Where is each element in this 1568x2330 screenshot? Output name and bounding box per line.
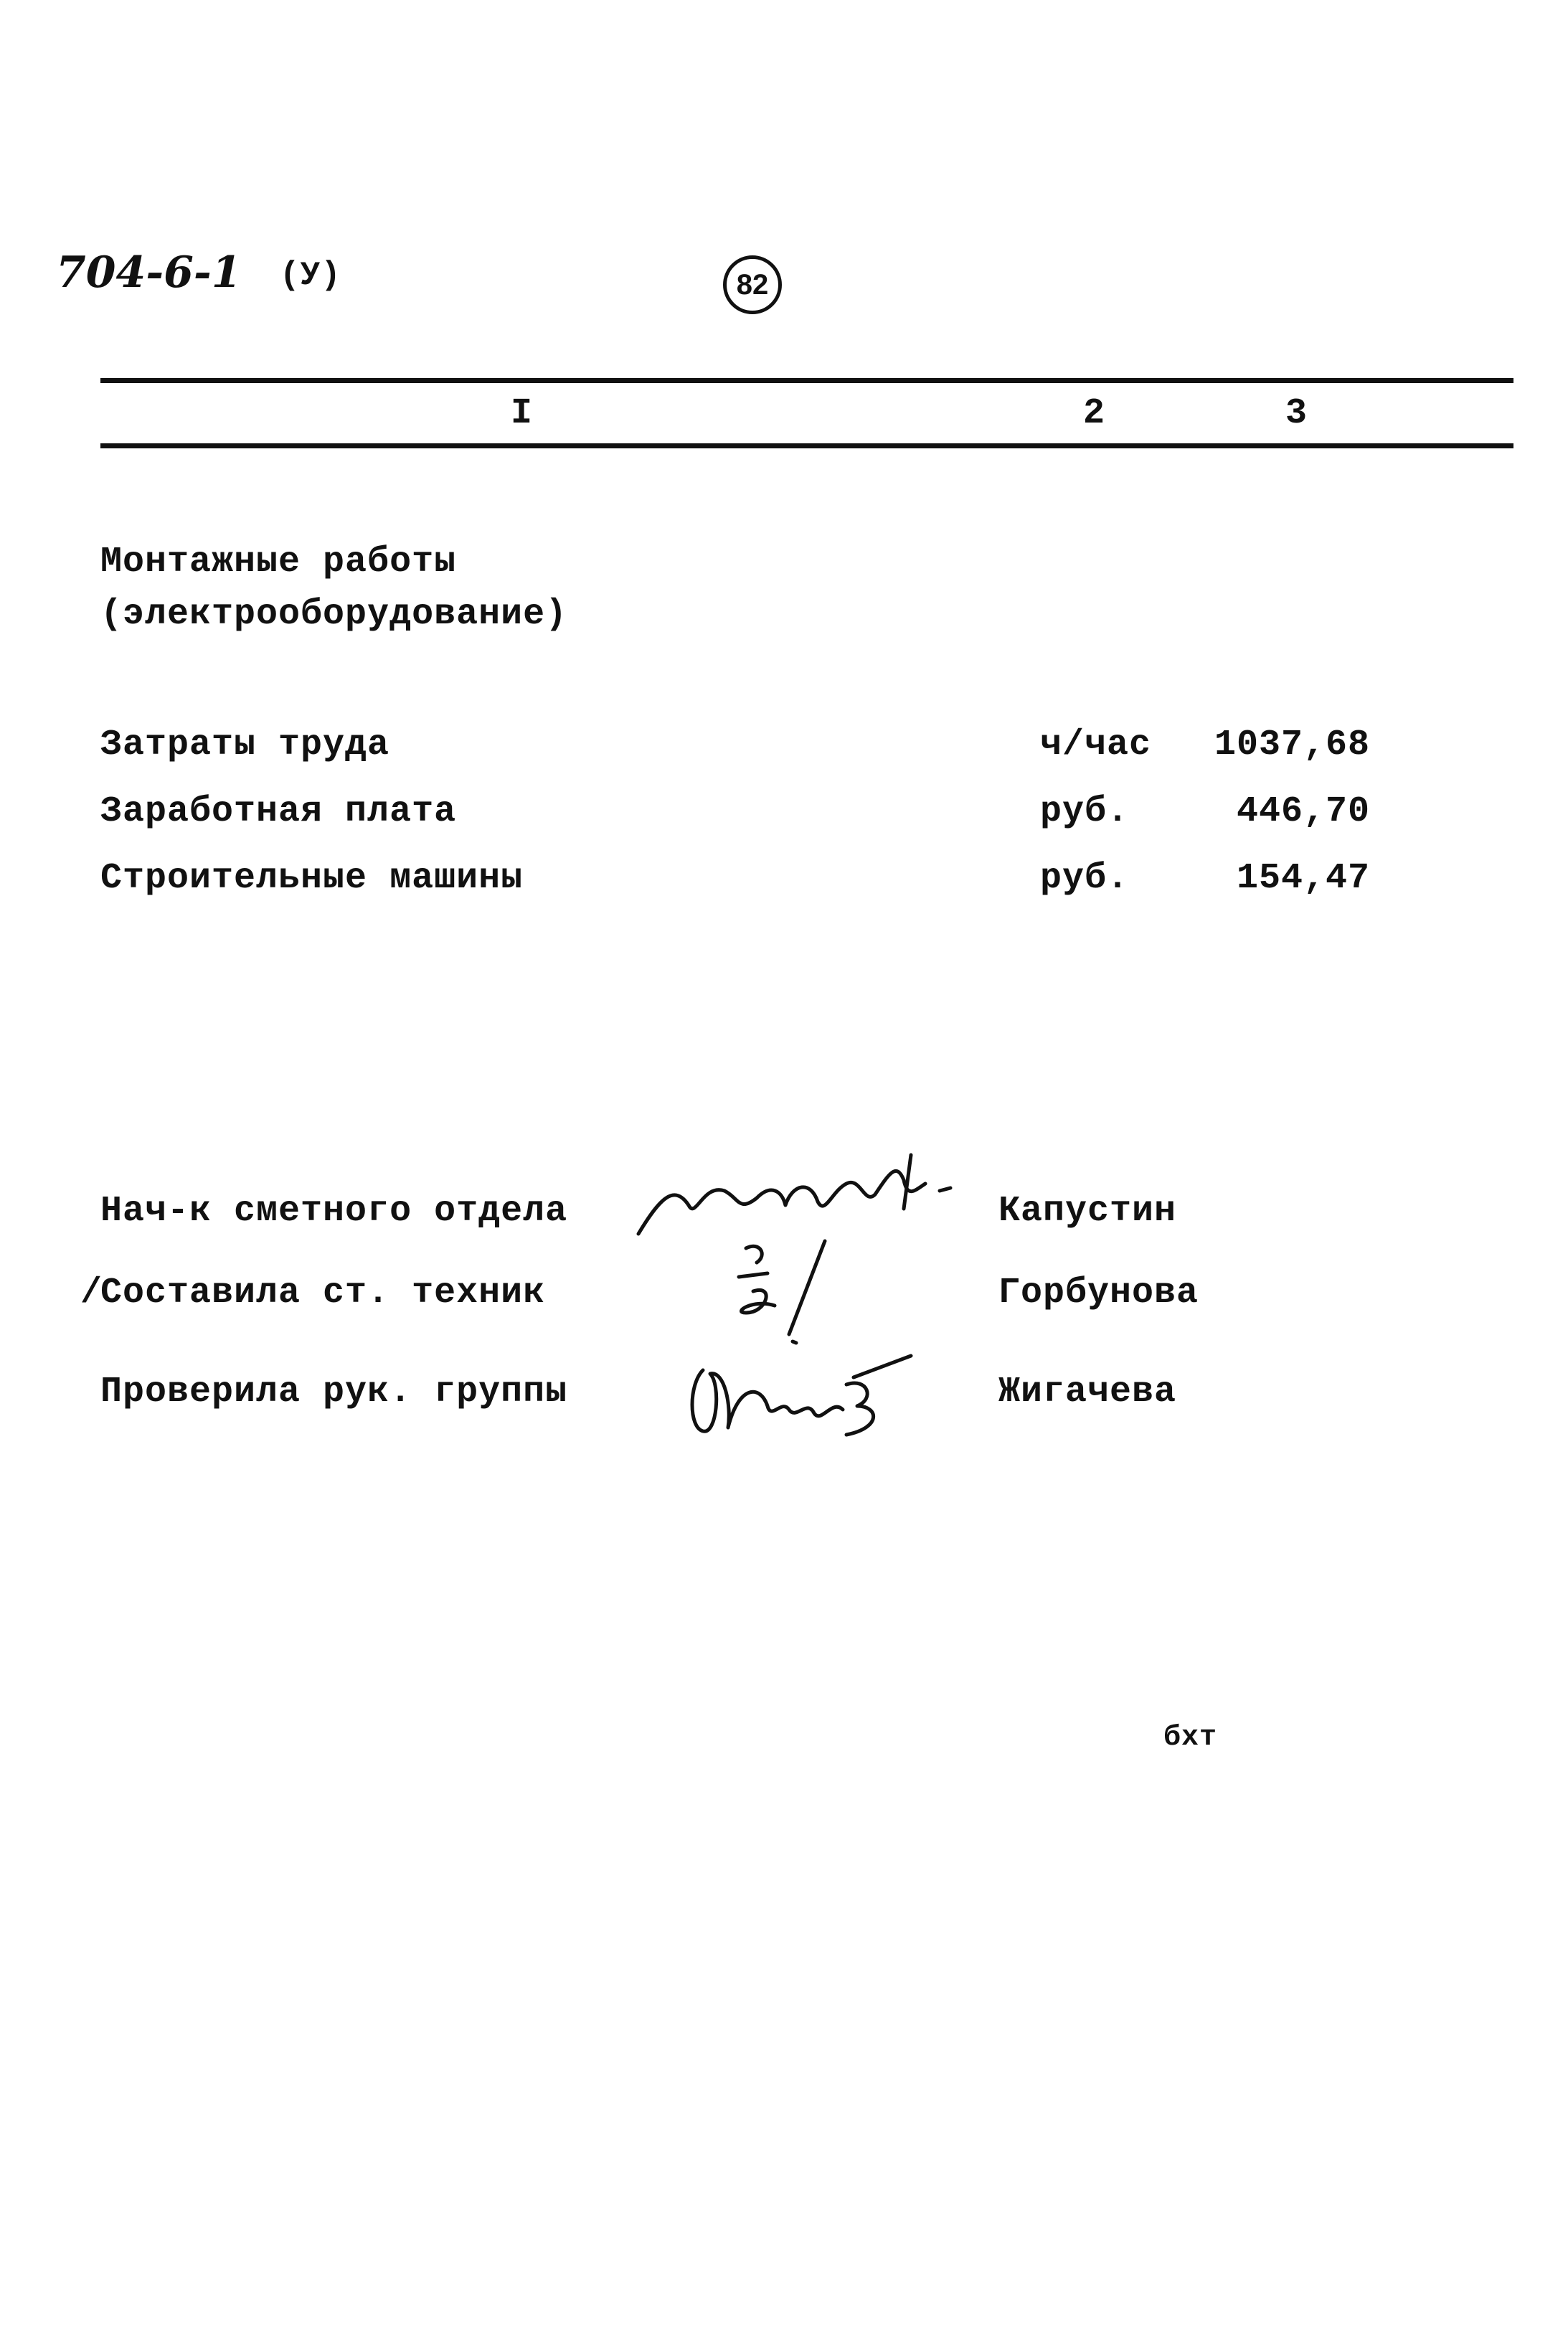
row-label: Строительные машины bbox=[100, 858, 524, 899]
doc-variant: (У) bbox=[280, 257, 341, 294]
signature-role: Составила ст. техник bbox=[100, 1273, 546, 1313]
section-subtitle: (электрооборудование) bbox=[100, 594, 568, 635]
row-label: Заработная плата bbox=[100, 791, 457, 832]
row-unit: руб. bbox=[1040, 858, 1130, 899]
footer-mark: бхт bbox=[1163, 1722, 1218, 1754]
handwritten-signature-2 bbox=[724, 1234, 868, 1356]
row-unit: ч/час bbox=[1040, 725, 1152, 765]
column-header-2: 2 bbox=[1083, 393, 1106, 434]
row-value: 1037,68 bbox=[1214, 725, 1370, 765]
row-value: 446,70 bbox=[1236, 791, 1370, 832]
signature-role: Проверила рук. группы bbox=[100, 1372, 568, 1412]
section-title: Монтажные работы bbox=[100, 542, 457, 582]
row-value: 154,47 bbox=[1236, 858, 1370, 899]
row-label: Затраты труда bbox=[100, 725, 390, 765]
page-number-stamp: 82 bbox=[723, 255, 782, 314]
column-header-1: I bbox=[511, 393, 534, 434]
handwritten-signature-3 bbox=[681, 1341, 925, 1449]
doc-code: 704-6-1 bbox=[56, 247, 242, 298]
signature-name: Капустин bbox=[998, 1191, 1177, 1232]
signature-role: Нач-к сметного отдела bbox=[100, 1191, 568, 1232]
signature-name: Горбунова bbox=[998, 1273, 1199, 1313]
header-rule-top bbox=[100, 378, 1513, 383]
header-rule-bottom bbox=[100, 443, 1513, 448]
row-unit: руб. bbox=[1040, 791, 1130, 832]
column-header-3: 3 bbox=[1285, 393, 1308, 434]
signature-mark: / bbox=[80, 1273, 103, 1313]
signature-name: Жигачева bbox=[998, 1372, 1177, 1412]
handwritten-signature-1 bbox=[631, 1141, 961, 1248]
